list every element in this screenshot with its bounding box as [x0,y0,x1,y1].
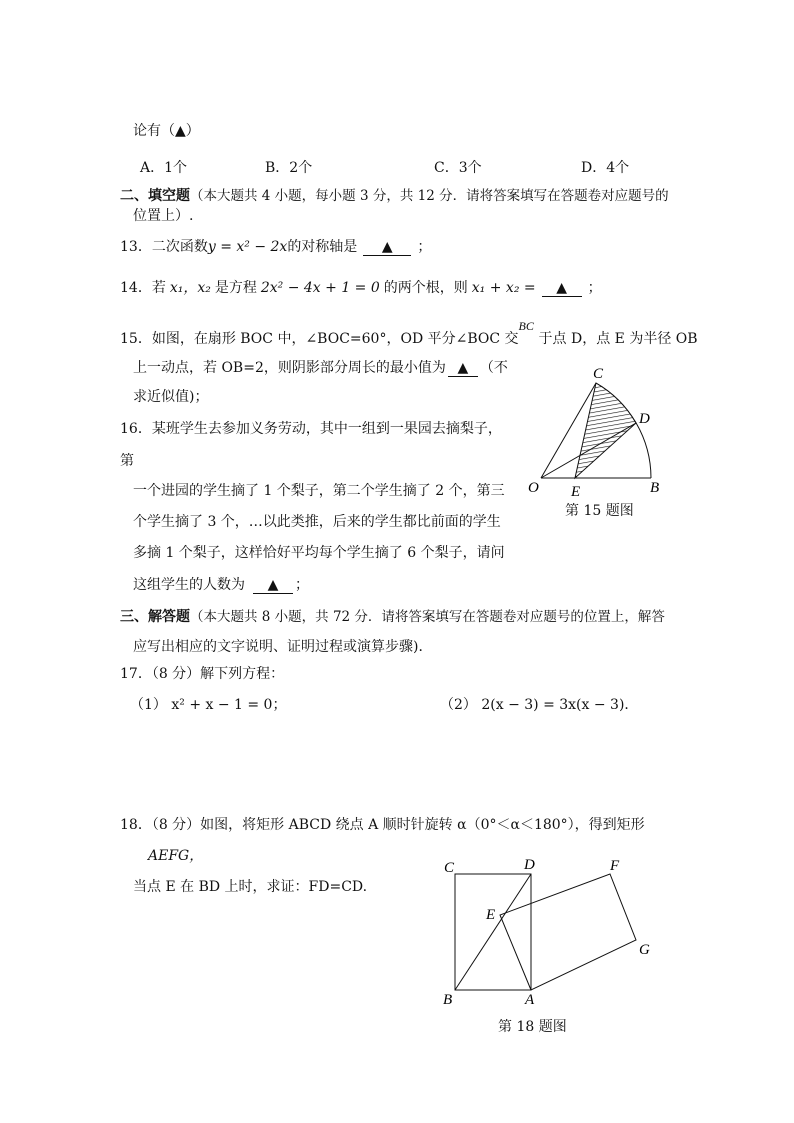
fig15-label-c: C [593,366,604,382]
q14-number: 14． [120,280,152,296]
q14-vars: x₁，x₂ [169,280,211,296]
q18-line3: 当点 E 在 BD 上时，求证：FD=CD. [133,879,368,895]
q12-option-b: B．2个 [265,160,313,176]
q15-line2b-text: （不 [479,360,508,376]
q14-text-a: 若 [151,280,166,296]
q13-formula: y = x² − 2x [207,239,288,255]
q15-line2 [133,357,508,377]
fig18-label-f: F [610,858,620,874]
fig15-label-e: E [571,484,581,500]
q16-blank: ▲ [253,577,293,594]
diagonal-bd [455,874,531,990]
q13-text-b: 的对称轴是 [287,239,358,255]
q14-formula: 2x² − 4x + 1 = 0 [260,280,380,296]
q14-end: ； [587,280,602,296]
q13 [120,236,431,256]
q17-part1: （1） x² + x − 1 = 0； [130,697,287,713]
section3-desc: （本大题共 8 小题，共 72 分．请将答案填写在答题卷对应题号的位置上，解答 [190,609,665,625]
q15-line1b-text: 于点 D，点 E 为半径 OB [538,331,698,347]
section3-title: 三、解答题 [120,609,190,625]
q14 [120,277,602,297]
fig15-caption: 第 15 题图 [565,503,634,519]
figure-18 [440,852,660,1012]
q18-line1: 18．（8 分）如图，将矩形 ABCD 绕点 A 顺时针旋转 α（0°＜α＜180°），得到矩形 [120,817,645,833]
q14-sum: x₁ + x₂ = [471,280,536,296]
section3-desc2: 应写出相应的文字说明、证明过程或演算步骤)． [133,639,433,655]
q16-line4: 个学生摘了 3 个，…以此类推，后来的学生都比前面的学生 [133,514,501,530]
fig18-label-c: C [444,860,455,876]
q15-line1-text: 15．如图，在扇形 BOC 中，∠BOC=60°，OD 平分∠BOC 交 [120,331,519,347]
q14-text-c: 的两个根，则 [383,280,468,296]
shaded-region [575,383,636,478]
q12-option-d: D．4个 [581,160,630,176]
q17-part2: （2） 2(x − 3) = 3x(x − 3)． [440,697,639,713]
section2-header [120,184,669,205]
q15-arc-label: BC [518,319,534,333]
section2-desc: （本大题共 4 小题，每小题 3 分，共 12 分．请将答案填写在答题卷对应题号的 [190,188,669,204]
q13-blank: ▲ [363,239,411,256]
fig15-label-b: B [650,480,660,496]
fig18-label-e: E [486,907,496,923]
q17-head: 17．（8 分）解下列方程： [120,666,285,682]
fig18-caption: 第 18 题图 [498,1019,567,1035]
q15-line2-text: 上一动点，若 OB=2，则阴影部分周长的最小值为 [133,360,446,376]
q16-line6 [133,574,309,594]
fig15-label-o: O [528,480,539,496]
q16-line3: 一个进园的学生摘了 1 个梨子，第二个学生摘了 2 个，第三 [133,483,505,499]
q14-blank: ▲ [542,280,582,297]
section2-title: 二、填空题 [120,188,190,204]
q13-end: ； [417,239,432,255]
q16-line2: 第 [120,453,134,469]
q15-line1 [120,319,698,348]
q15-arc-bc [518,319,539,347]
q12-option-c: C．3个 [434,160,482,176]
q12-tail-line: 论有（▲） [133,123,200,139]
figure-15 [520,360,680,520]
q12-option-a: A．1个 [140,160,188,176]
section3-header [120,605,665,626]
fig18-label-b: B [443,992,453,1008]
section2-desc2: 位置上）. [133,208,194,224]
q18-line2: AEFG， [148,848,204,864]
q15-line3: 求近似值)； [133,389,209,405]
q16-line5: 多摘 1 个梨子，这样恰好平均每个学生摘了 6 个梨子，请问 [133,545,505,561]
q14-text-b: 是方程 [214,280,257,296]
q13-number: 13． [120,239,152,255]
fig15-label-d: D [639,411,650,427]
q13-text-a: 二次函数 [151,239,208,255]
fig18-label-g: G [639,942,650,958]
q15-blank: ▲ [448,360,478,377]
rectangle-aefg [500,874,636,990]
fig18-label-d: D [524,857,535,873]
fig18-label-a: A [525,992,535,1008]
q16-line1: 16．某班学生去参加义务劳动，其中一组到一果园去摘梨子， [120,421,502,437]
q16-line6-text: 这组学生的人数为 [133,577,245,593]
q16-end: ； [295,577,309,593]
